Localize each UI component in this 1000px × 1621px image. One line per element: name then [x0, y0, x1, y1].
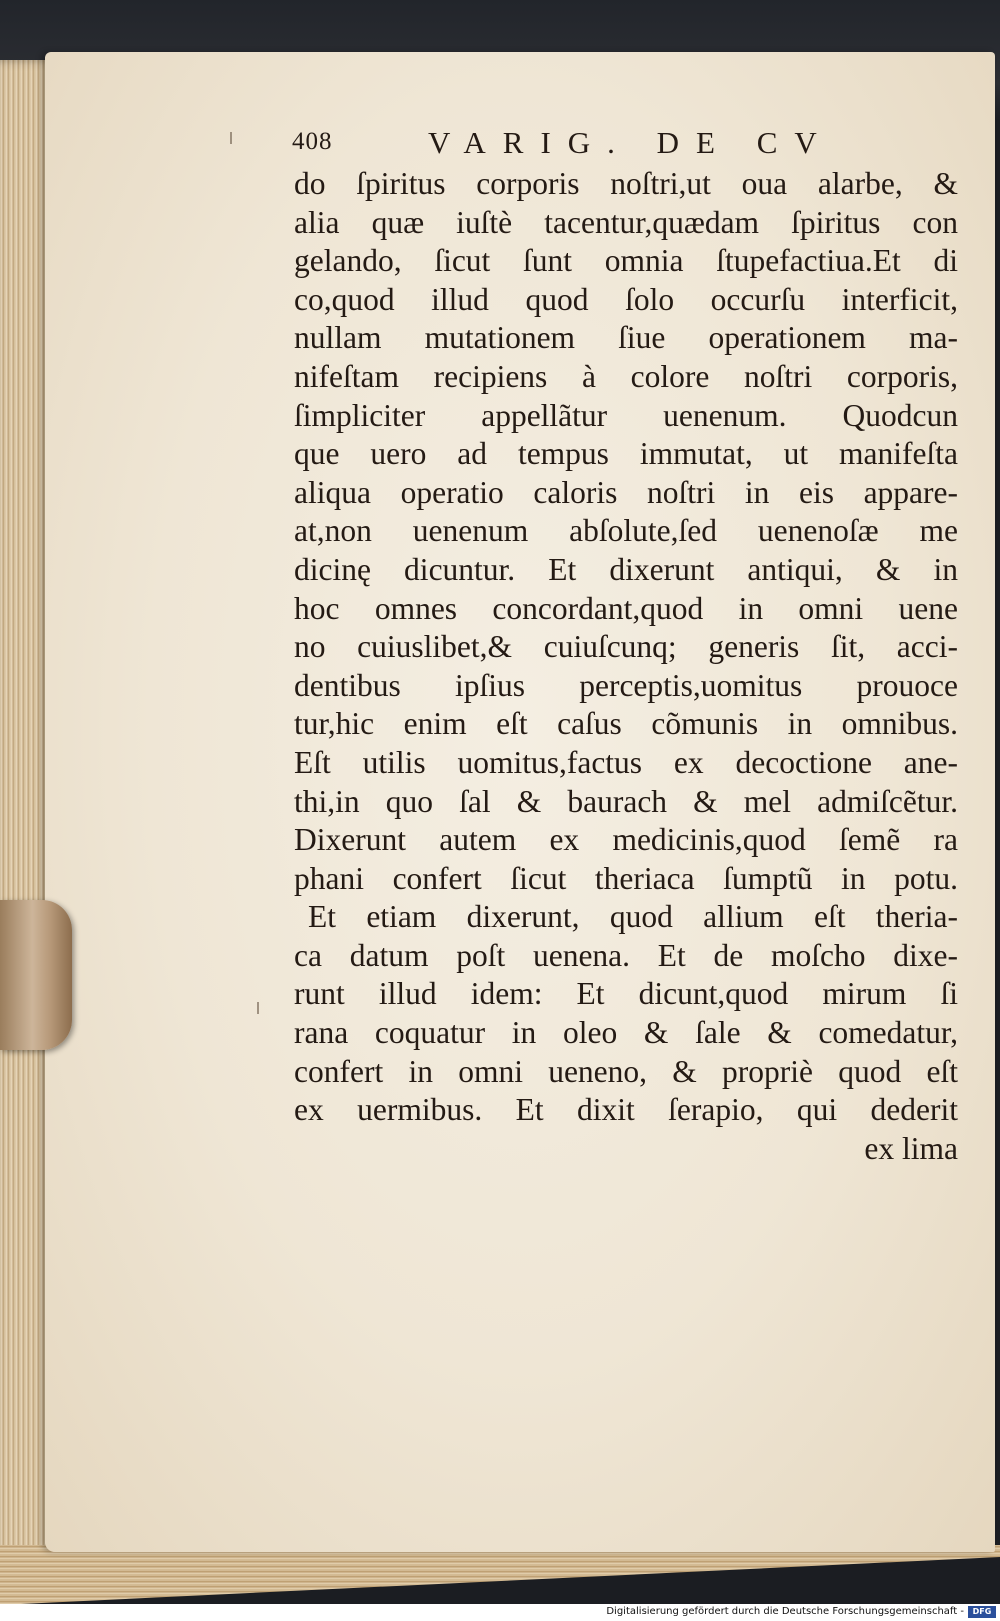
text-line: gelando, ſicut ſunt omnia ſtupefactiua.Et di: [294, 243, 958, 279]
text-line: hoc omnes concordant,quod in omni uene: [294, 590, 958, 626]
text-line: no cuiuslibet,& cuiuſcunq; generis ſit, acci-: [294, 629, 958, 665]
text-line: dicinę dicuntur. Et dixerunt antiqui, & in: [294, 551, 958, 587]
text-line: Eſt utilis uomitus,factus ex decoctione ane-: [294, 744, 958, 780]
text-line: phani confert ſicut theriaca ſumptũ in potu.: [294, 860, 958, 896]
printed-text-block: [278, 125, 958, 1168]
text-line: co,quod illud quod ſolo occurſu interficit,: [294, 281, 958, 317]
dfg-logo: DFG: [968, 1606, 996, 1618]
running-head: [278, 125, 958, 165]
text-line: tur,hic enim eſt caſus cõmunis in omnibus.: [294, 706, 958, 742]
running-head-title: VARIG. DE CV: [428, 125, 834, 160]
catchword: ex lima: [864, 1130, 958, 1166]
text-line: Et etiam dixerunt, quod allium eſt theria-: [308, 899, 958, 935]
text-line: thi,in quo ſal & baurach & mel admiſcẽtur.: [294, 783, 958, 819]
text-line: confert in omni ueneno, & propriè quod eſt: [294, 1053, 958, 1089]
text-line: runt illud idem: Et dicunt,quod mirum ſi: [294, 976, 958, 1012]
text-line: ſimpliciter appellãtur uenenum. Quodcun: [294, 397, 958, 433]
text-line: que uero ad tempus immutat, ut manifeſta: [294, 436, 958, 472]
page-blemish: [230, 132, 232, 144]
page-blemish: [257, 1002, 259, 1014]
text-line: do ſpiritus corporis noſtri,ut oua alarbe, &: [294, 166, 958, 201]
text-line: aliqua operatio caloris noſtri in eis appare-: [294, 474, 958, 510]
page-holder-clip: [0, 900, 72, 1050]
text-line: rana coquatur in oleo & ſale & comedatur,: [294, 1015, 958, 1051]
page-number: 408: [292, 128, 333, 155]
text-line: alia quæ iuſtè tacentur,quædam ſpiritus con: [294, 204, 958, 240]
text-line: at,non uenenum abſolute,ſed uenenoſæ me: [294, 513, 958, 549]
text-line: ex uermibus. Et dixit ſerapio, qui dederit: [294, 1092, 958, 1128]
text-line: Dixerunt autem ex medicinis,quod ſemẽ ra: [294, 822, 958, 858]
text-line: nullam mutationem ſiue operationem ma-: [294, 320, 958, 356]
book-bottom-edges: [0, 1545, 1000, 1605]
text-line: dentibus ipſius perceptis,uomitus prouoce: [294, 667, 958, 703]
text-line: ca datum poſt uenena. Et de moſcho dixe-: [294, 937, 958, 973]
digitization-credit: Digitalisierung gefördert durch die Deutsche Forschungsgemeinschaft -: [606, 1606, 964, 1617]
text-line: nifeſtam recipiens à colore noſtri corporis,: [294, 358, 958, 394]
